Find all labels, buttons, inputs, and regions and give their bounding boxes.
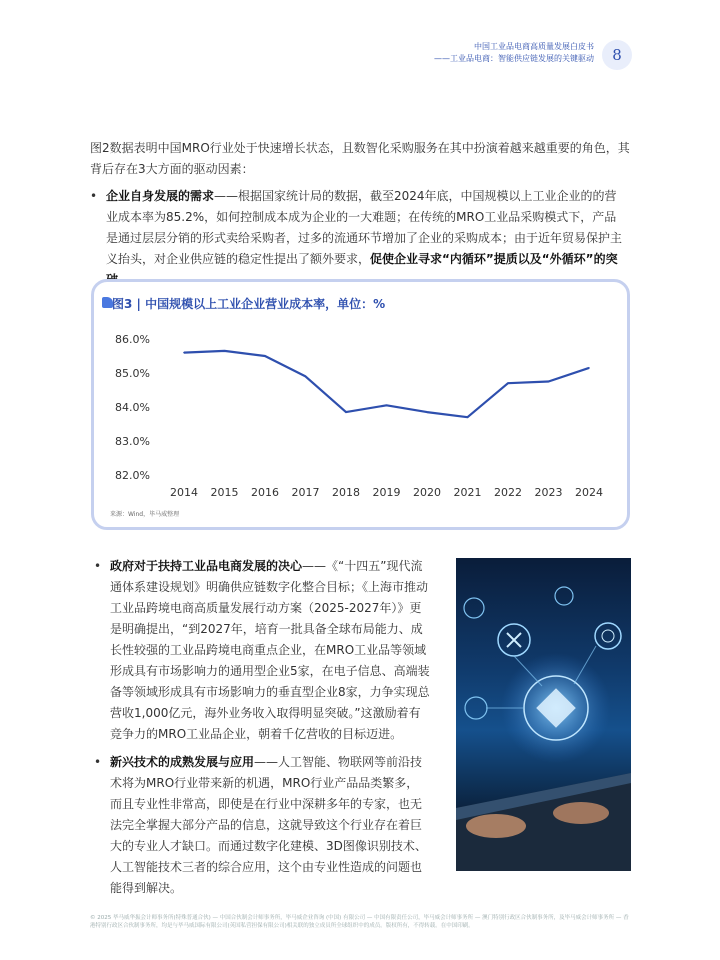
tech-laptop-photo: [456, 558, 631, 871]
bullet-emerging-tech: [94, 752, 430, 899]
data-point: [345, 411, 347, 413]
data-point: [305, 376, 307, 378]
bullet-text: ——人工智能、物联网等前沿技术将为MRO行业带来新的机遇，MRO行业产品品类繁多，而且专业性非常高，即使是在行业中深耕多年的专家，也无法完全掌握大部分产品的信息，这就导致这个行业存在着巨大的专业人才缺口。而通过数字化建模、3D图像识别技术、人工智能技术三者的综合应用，这个由专业性造成的问题也能得到解决。: [110, 755, 427, 895]
data-point: [183, 352, 185, 354]
x-tick-label: 2024: [575, 486, 603, 499]
x-tick-label: 2015: [210, 486, 239, 499]
data-point: [264, 355, 266, 357]
line-chart: [94, 282, 627, 527]
y-tick-label: 82.0%: [115, 469, 150, 482]
y-tick-label: 84.0%: [115, 401, 150, 414]
data-point: [507, 382, 509, 384]
bullet-heading: 企业自身发展的需求: [106, 189, 215, 203]
x-tick-label: 2023: [534, 486, 563, 499]
header-line-1: 中国工业品电商高质量发展白皮书: [474, 42, 594, 51]
bullet-heading: 新兴技术的成熟发展与应用: [110, 755, 255, 769]
data-point: [224, 350, 226, 352]
bullet-dot: •: [94, 755, 102, 769]
node-icon: [555, 587, 573, 605]
series-line: [184, 351, 589, 417]
intro-paragraph: 图2数据表明中国MRO行业处于快速增长状态，且数智化采购服务在其中扮演着越来越重要的角色，其背后存在3大方面的驱动因素：: [90, 141, 630, 176]
bullet-enterprise-demand: [90, 186, 626, 291]
data-point: [426, 411, 428, 413]
chart-title: 图3 | 中国规模以上工业企业营业成本率，单位：%: [112, 297, 386, 311]
chart-card: [91, 279, 630, 530]
x-tick-label: 2022: [494, 486, 522, 499]
bullet-dot: •: [90, 189, 98, 203]
bullet-text: ——《“十四五”现代流通体系建设规划》明确供应链数字化整合目标；《上海市推动工业品跨境电商高质量发展行动方案（2025-2027年）》更是明确提出，“到2027年，培育一批具备全球布局能力、成长性较强的工业品跨境电商重点企业，在MRO工业品等领域形成具有市场影响力的通用型企业5家，在电子信息、高端装备等领域形成具有市场影响力的垂直型企业8家，力争实现总营收1,000亿元，海外业务收入取得明显突破。”这激励着有竞争力的MRO工业品企业，朝着千亿营收的目标迈进。: [110, 559, 430, 741]
gear-icon: [464, 598, 484, 618]
chart-source: 来源：Wind，毕马威整理: [110, 511, 180, 518]
footer-copyright: © 2025 毕马威华振会计师事务所(特殊普通合伙) — 中国合伙制会计师事务所，毕马威企业咨询 (中国) 有限公司 — 中国有限责任公司，毕马威会计师事务所 — 澳门特别行政区合伙制事务所，及毕马威会计师事务所 — 香港特别行政区合伙制事务所，均是与毕马威国际有限公司(英国私营担保有限公司)相关联的独立成员所全球组织中的成员。版权所有，不得转载。在中国印刷。: [90, 915, 629, 929]
hand-left: [466, 814, 526, 838]
x-mark: [507, 633, 521, 647]
y-tick-label: 86.0%: [115, 333, 150, 346]
bullet-heading: 政府对于扶持工业品电商发展的决心: [110, 559, 303, 573]
data-point: [588, 367, 590, 369]
x-tick-label: 2017: [291, 486, 320, 499]
data-point: [467, 416, 469, 418]
x-tick-label: 2014: [170, 486, 198, 499]
page-header: [434, 41, 594, 65]
bullet-emphasis: 促使企业寻求“内循环”提质以及“外循环”的突: [370, 252, 618, 266]
bullet-dot: •: [94, 559, 102, 573]
x-tick-label: 2018: [332, 486, 360, 499]
bullet-government-support: [94, 556, 430, 745]
hand-right: [553, 802, 609, 824]
y-tick-label: 83.0%: [115, 435, 150, 448]
data-point: [548, 381, 550, 383]
globe-icon: [595, 623, 621, 649]
page-number-badge: 8: [602, 40, 632, 70]
x-tick-label: 2016: [251, 486, 279, 499]
x-tick-label: 2021: [453, 486, 482, 499]
x-tick-label: 2020: [413, 486, 441, 499]
header-line-2: ——工业品电商：智能供应链发展的关键驱动: [434, 54, 594, 63]
x-tick-label: 2019: [372, 486, 401, 499]
photo-illustration: [456, 558, 631, 871]
bullet-text: ——根据国家统计局的数据，截至2024年底，中国规模以上工业企业的的营业成本率为85.2%，如何控制成本成为企业的一大难题；在传统的MRO工业品采购模式下，产品是通过层层分销的形式卖给采购者，过多的流通环节增加了企业的采购成本；由于近年贸易保护主义抬头，对企业供应链的稳定性提出了额外要求，: [106, 189, 623, 266]
link-icon: [465, 697, 487, 719]
y-tick-label: 85.0%: [115, 367, 150, 380]
data-point: [386, 405, 388, 407]
